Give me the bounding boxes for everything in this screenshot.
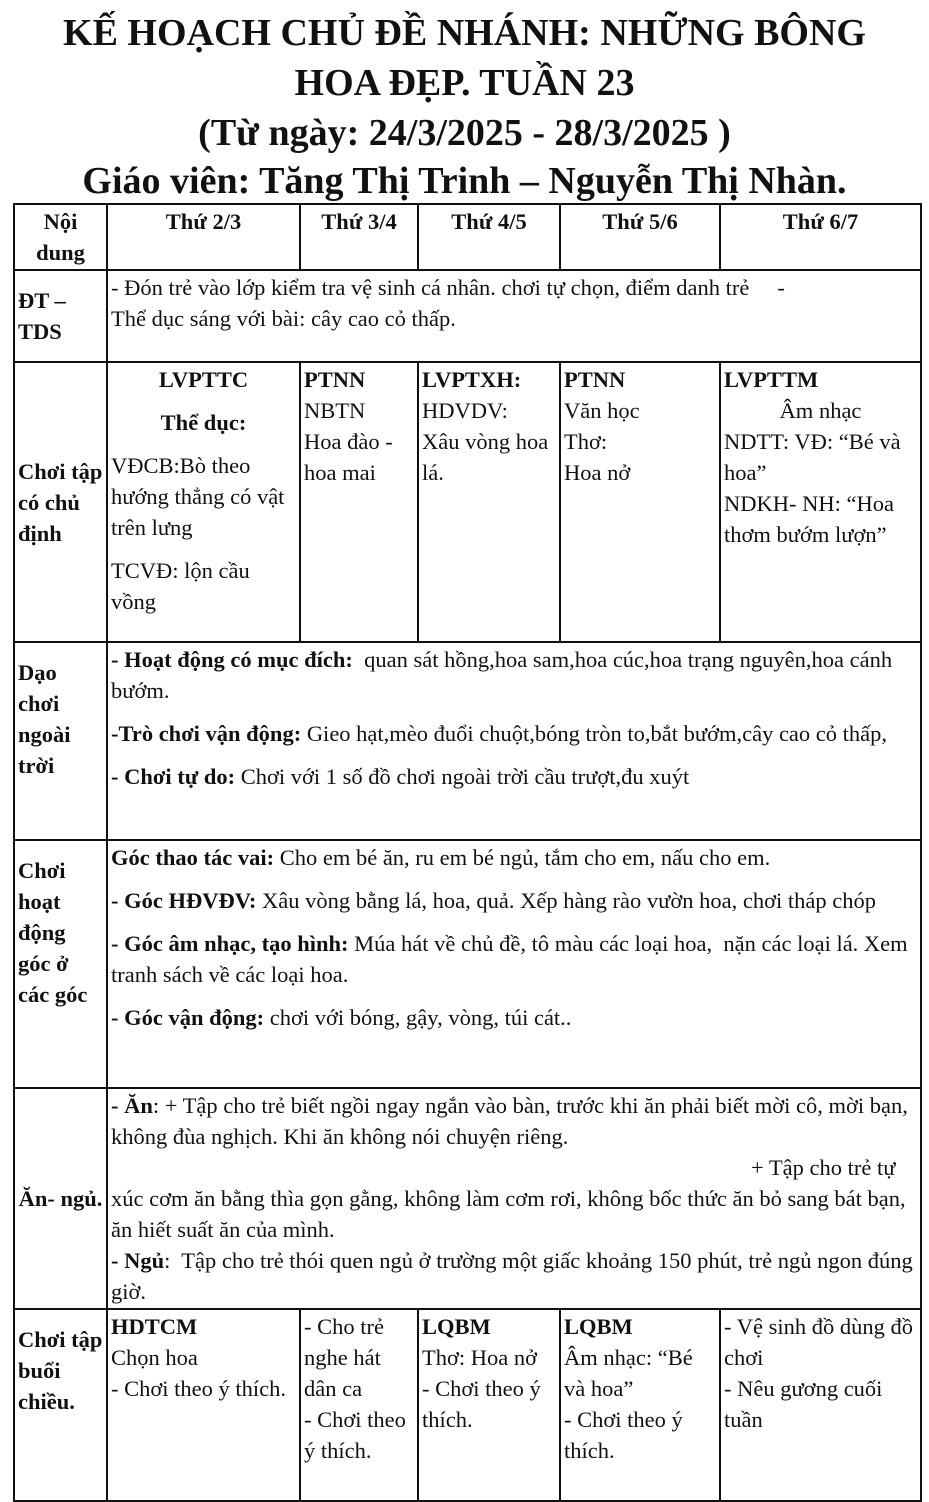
dao-item-3 [111, 761, 917, 792]
chieu-thu-l2: - Chơi theo ý thích. [564, 1407, 683, 1463]
date-range: (Từ ngày: 24/3/2025 - 28/3/2025 ) [198, 112, 731, 154]
title-line-1: KẾ HOẠCH CHỦ ĐỀ NHÁNH: NHỮNG BÔNG [63, 12, 866, 54]
chieu-mon-l1: Chọn hoa [111, 1345, 198, 1370]
dao-item-1-title: - Hoạt động có mục đích: [111, 647, 353, 672]
col-header-thu: Thứ 5/6 [560, 204, 720, 270]
chieu-mon-l2: - Chơi theo ý thích. [111, 1376, 287, 1401]
dt-line-1: - Đón trẻ vào lớp kiểm tra vệ sinh cá nhân. chơi tự chọn, điểm danh trẻ - [111, 275, 785, 300]
goc-item-2-text: Xâu vòng bằng lá, hoa, quả. Xếp hàng rào vườn hoa, chơi tháp chóp [256, 888, 876, 913]
tap-thu-l1: Văn học [564, 398, 640, 423]
row-label-tap: Chơi tập có chủ định [14, 362, 107, 642]
tap-fri-l3: NDKH- NH: “Hoa thơm bướm lượn” [724, 491, 894, 547]
chieu-mon-head: HDTCM [111, 1314, 198, 1339]
chieu-tue [300, 1309, 418, 1501]
dt-line-2: Thể dục sáng với bài: cây cao cỏ thấp. [111, 306, 456, 331]
row-label-goc: Chơi hoạt động góc ở các góc [14, 840, 107, 1088]
row-choi-tap [14, 362, 921, 642]
chieu-mon [107, 1309, 300, 1501]
row-dao-choi [14, 642, 921, 840]
an-sleep [111, 1245, 917, 1307]
col-header-mon: Thứ 2/3 [107, 204, 300, 270]
tap-thu-head: PTNN [564, 367, 626, 392]
an-eat-2: + Tập cho trẻ tự xúc cơm ăn bằng thìa gọn gằng, không làm cơm rơi, không bốc thức ăn bỏ sang bát bạn, ăn hiết suất ăn của mình. [111, 1155, 906, 1242]
chieu-tue-l1: - Cho trẻ nghe hát dân ca [304, 1314, 384, 1401]
goc-item-1 [111, 842, 917, 873]
an-sleep-text: : Tập cho trẻ thói quen ngủ ở trường một giấc khoảng 150 phút, trẻ ngủ ngon đúng giờ. [111, 1248, 919, 1304]
chieu-wed-head: LQBM [422, 1314, 491, 1339]
tap-mon [107, 362, 300, 642]
row-label-an: Ăn- ngủ. [14, 1088, 107, 1309]
dt-content [107, 270, 921, 362]
tap-thu-l2: Thơ: [564, 429, 608, 454]
goc-item-3 [111, 928, 917, 990]
tap-mon-p1: VĐCB:Bò theo hướng thẳng có vật trên lưng [111, 453, 285, 540]
dao-item-2 [111, 718, 917, 749]
header-row [14, 204, 921, 270]
goc-content [107, 840, 921, 1088]
an-eat-text: : + Tập cho trẻ biết ngồi ngay ngắn vào bàn, trước khi ăn phải biết mời cô, mời bạn, không đùa nghịch. Khi ăn không nói chuyện riêng. [111, 1093, 908, 1149]
an-content [107, 1088, 921, 1309]
chieu-thu-head: LQBM [564, 1314, 633, 1339]
chieu-thu-l1: Âm nhạc: “Bé và hoa” [564, 1345, 693, 1401]
row-label-dt: ĐT – TDS [14, 270, 107, 362]
dao-item-2-text: Gieo hạt,mèo đuổi chuột,bóng tròn to,bắt bướm,cây cao cỏ thấp, [301, 721, 888, 746]
an-eat [111, 1090, 917, 1152]
dao-item-3-text: Chơi với 1 số đồ chơi ngoài trời cầu trượt,đu xuýt [235, 764, 690, 789]
tap-fri-l1: Âm nhạc [779, 398, 862, 423]
chieu-thu [560, 1309, 720, 1501]
tap-wed [418, 362, 560, 642]
col-header-content: Nội dung [14, 204, 107, 270]
tap-fri [720, 362, 921, 642]
goc-item-3-text: Múa hát về chủ đề, tô màu các loại hoa, nặn các loại lá. Xem tranh sách về các loại hoa. [111, 931, 914, 987]
col-header-wed: Thứ 4/5 [418, 204, 560, 270]
goc-item-4-text: chơi với bóng, gậy, vòng, túi cát.. [264, 1005, 572, 1030]
tap-tue [300, 362, 418, 642]
tap-wed-l2: Xâu vòng hoa lá. [422, 429, 549, 485]
tap-tue-l2: Hoa đào - hoa mai [304, 429, 393, 485]
dao-item-1 [111, 644, 917, 706]
chieu-wed-l1: Thơ: Hoa nở [422, 1345, 538, 1370]
tap-mon-p2: TCVĐ: lộn cầu vồng [111, 558, 250, 614]
tap-thu-l3: Hoa nở [564, 460, 631, 485]
goc-item-3-title: - Góc âm nhạc, tạo hình: [111, 931, 349, 956]
tap-mon-sub: Thể dục: [160, 410, 247, 435]
tap-thu [560, 362, 720, 642]
goc-item-1-text: Cho em bé ăn, ru em bé ngủ, tắm cho em, nấu cho em. [274, 845, 771, 870]
tap-wed-l1: HDVDV: [422, 398, 508, 423]
chieu-wed-l2: - Chơi theo ý thích. [422, 1376, 541, 1432]
row-don-tre [14, 270, 921, 362]
weekly-plan-table [13, 203, 922, 1502]
row-choi-goc [14, 840, 921, 1088]
chieu-fri [720, 1309, 921, 1501]
title-line-2: HOA ĐẸP. TUẦN 23 [294, 62, 635, 104]
row-an-ngu [14, 1088, 921, 1309]
tap-wed-head: LVPTXH: [422, 367, 522, 392]
chieu-tue-l2: - Chơi theo ý thích. [304, 1407, 406, 1463]
tap-tue-l1: NBTN [304, 398, 366, 423]
tap-fri-l2: NDTT: VĐ: “Bé và hoa” [724, 429, 901, 485]
tap-mon-head: LVPTTC [158, 367, 249, 392]
row-label-dao: Dạo chơi ngoài trời [14, 642, 107, 840]
goc-item-2 [111, 885, 917, 916]
col-header-tue: Thứ 3/4 [300, 204, 418, 270]
chieu-fri-l1: - Vệ sinh đồ dùng đồ chơi [724, 1314, 913, 1370]
row-label-chieu: Chơi tập buổi chiều. [14, 1309, 107, 1501]
dao-item-2-title: -Trò chơi vận động: [111, 721, 302, 746]
dao-item-1-text: quan sát hồng,hoa sam,hoa cúc,hoa trạng nguyên,hoa cánh bướm. [111, 647, 898, 703]
chieu-wed [418, 1309, 560, 1501]
chieu-fri-l2: - Nêu gương cuối tuần [724, 1376, 883, 1432]
goc-item-4 [111, 1002, 917, 1033]
tap-fri-head: LVPTTM [724, 367, 819, 392]
dao-item-3-title: - Chơi tự do: [111, 764, 236, 789]
row-choi-chieu [14, 1309, 921, 1501]
goc-item-1-title: Góc thao tác vai: [111, 845, 275, 870]
an-eat-title: - Ăn [111, 1093, 153, 1118]
col-header-fri: Thứ 6/7 [720, 204, 921, 270]
tap-tue-head: PTNN [304, 367, 366, 392]
an-sleep-title: - Ngủ [111, 1248, 165, 1273]
goc-item-2-title: - Góc HĐVĐV: [111, 888, 257, 913]
teachers-line: Giáo viên: Tăng Thị Trinh – Nguyễn Thị Nhàn. [82, 160, 847, 202]
dao-content [107, 642, 921, 840]
goc-item-4-title: - Góc vận động: [111, 1005, 265, 1030]
